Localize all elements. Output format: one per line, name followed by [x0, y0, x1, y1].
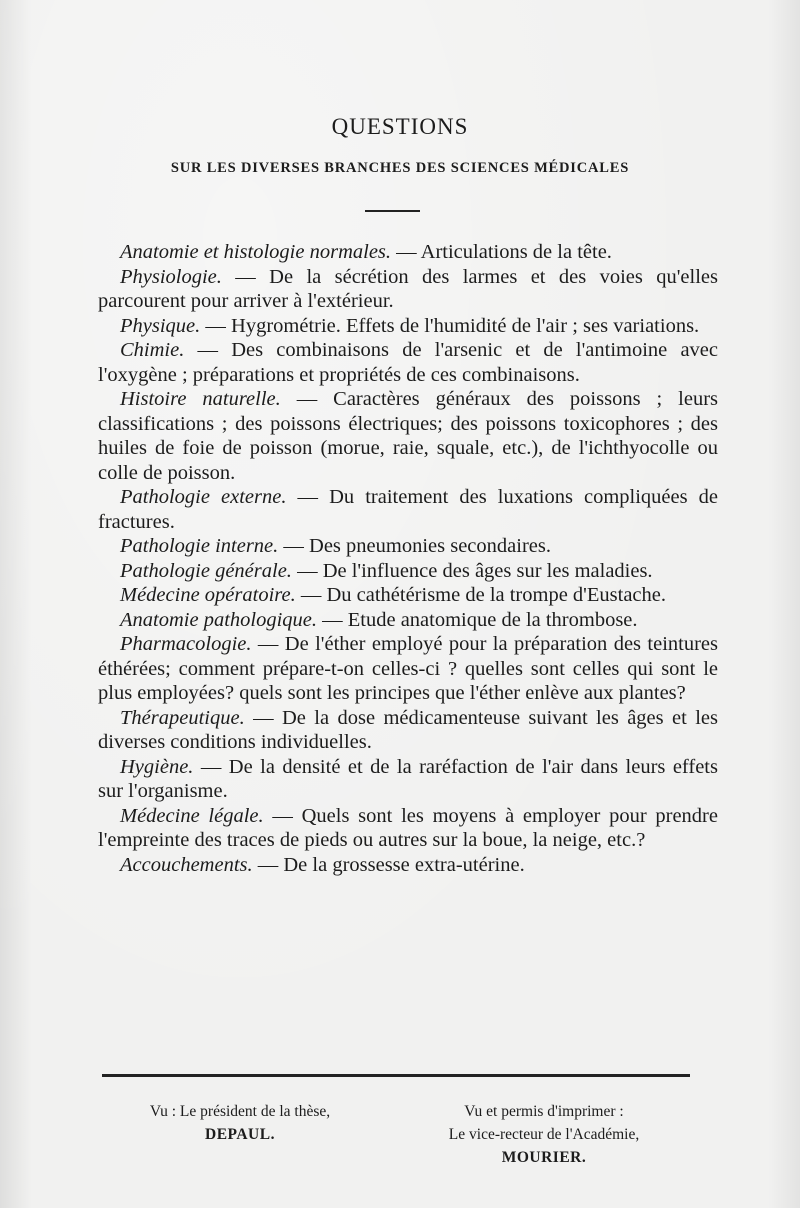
- entry-text: — Du cathétérisme de la trompe d'Eustache.: [295, 584, 666, 606]
- question-entry: [98, 534, 718, 559]
- entry-topic: Accouchements.: [120, 853, 253, 876]
- entry-text: — Quels sont les moyens à employer pour prendre l'empreinte des traces de pieds ou autres sur la boue, la neige, etc.?: [98, 804, 718, 851]
- vice-rector-name: MOURIER.: [501, 1149, 587, 1166]
- vice-rector-title: Le vice-recteur de l'Académie,: [448, 1126, 640, 1143]
- entry-text: — De la grossesse extra-utérine.: [252, 853, 525, 876]
- print-permission-line: Vu et permis d'imprimer :: [464, 1103, 624, 1120]
- footer-divider: [102, 1074, 690, 1077]
- entry-topic: Hygiène.: [120, 755, 194, 778]
- entry-text: — De l'éther employé pour la préparation des teintures éthérées; comment prépare-t-on celles-ci ? quelles sont celles qui sont le plus employées? quels sont les principes que l'éther enlève aux plantes?: [98, 633, 718, 704]
- page-title: QUESTIONS: [331, 114, 469, 139]
- entry-text: — De l'influence des âges sur les maladies.: [291, 559, 653, 582]
- entry-topic: Anatomie pathologique.: [120, 608, 318, 631]
- entry-text: — De la dose médicamenteuse suivant les âges et les diverses conditions individuelles.: [98, 706, 718, 753]
- entry-text: — Des pneumonies secondaires.: [278, 535, 551, 557]
- vice-rector-signature-block: [388, 1100, 700, 1169]
- entry-topic: Chimie.: [120, 339, 185, 361]
- questions-list: [98, 240, 718, 877]
- president-signature-block: [105, 1100, 375, 1146]
- entry-text: — De la densité et de la raréfaction de l'air dans leurs effets sur l'organisme.: [98, 755, 718, 802]
- question-entry: [98, 706, 718, 755]
- entry-topic: Pharmacologie.: [120, 633, 252, 655]
- president-name: DEPAUL.: [205, 1126, 275, 1143]
- question-entry: [98, 853, 718, 878]
- question-entry: [98, 559, 718, 584]
- entry-text: — Des combinaisons de l'arsenic et de l'antimoine avec l'oxygène ; préparations et propriétés de ces combinaisons.: [98, 339, 718, 386]
- president-approval-line: Vu : Le président de la thèse,: [149, 1103, 331, 1120]
- question-entry: [98, 338, 718, 387]
- entry-topic: Thérapeutique.: [120, 706, 245, 729]
- entry-topic: Anatomie et histologie normales.: [120, 241, 392, 263]
- question-entry: [98, 485, 718, 534]
- title-divider: [365, 210, 420, 212]
- entry-text: — Etude anatomique de la thrombose.: [317, 608, 638, 631]
- question-entry: [98, 632, 718, 706]
- question-entry: [98, 583, 718, 608]
- entry-topic: Médecine opératoire.: [120, 584, 296, 606]
- question-entry: [98, 804, 718, 853]
- question-entry: [98, 387, 718, 485]
- entry-topic: Histoire naturelle.: [120, 388, 281, 410]
- page-subtitle: SUR LES DIVERSES BRANCHES DES SCIENCES MÉDICALES: [170, 160, 630, 176]
- entry-text: — De la sécrétion des larmes et des voies qu'elles parcourent pour arriver à l'extérieur.: [98, 265, 718, 312]
- entry-text: — Articulations de la tête.: [391, 241, 612, 263]
- entry-topic: Médecine légale.: [120, 804, 264, 827]
- question-entry: [98, 240, 718, 265]
- entry-topic: Pathologie interne.: [120, 535, 279, 557]
- entry-text: — Caractères généraux des poissons ; leurs classifications ; des poissons électriques; des poissons toxicophores ; des huiles de foie de poisson (morue, raie, squale, etc.), de l'ichthyocolle ou colle de poisson.: [98, 388, 719, 484]
- entry-text: — Hygrométrie. Effets de l'humidité de l'air ; ses variations.: [200, 314, 700, 337]
- entry-topic: Pathologie externe.: [120, 486, 287, 508]
- question-entry: [98, 314, 718, 339]
- entry-topic: Physique.: [120, 314, 201, 337]
- question-entry: [98, 265, 718, 314]
- entry-topic: Physiologie.: [120, 265, 222, 288]
- entry-text: — Du traitement des luxations compliquées de fractures.: [98, 486, 718, 533]
- question-entry: [98, 608, 718, 633]
- question-entry: [98, 755, 718, 804]
- entry-topic: Pathologie générale.: [120, 559, 292, 582]
